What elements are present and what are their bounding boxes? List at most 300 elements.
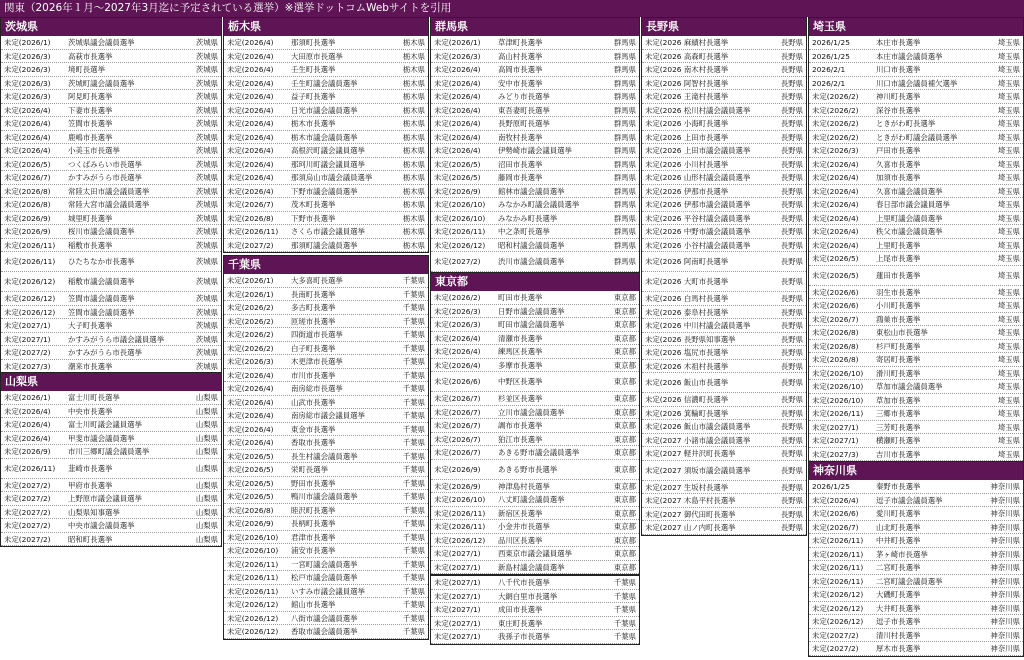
table-row xyxy=(809,575,1023,589)
table-row xyxy=(809,313,1023,327)
election-name xyxy=(728,393,775,406)
election-name: 逗子市長選挙 xyxy=(876,617,921,626)
election-name: 下野市議会議員選挙 xyxy=(291,186,358,196)
election-name: 二宮町議会議員選挙 xyxy=(876,576,943,586)
prefecture-name: 東京都 xyxy=(613,549,636,558)
election-name: 小金井市長選挙 xyxy=(498,522,550,531)
table-row xyxy=(224,212,428,226)
prefecture-name: 東京都 xyxy=(613,535,636,545)
table-row xyxy=(1,36,221,50)
table-row xyxy=(809,117,1023,131)
election-name: 清川村長選挙 xyxy=(876,630,921,640)
election-name: 木更津市長選挙 xyxy=(291,357,343,366)
election-status: 未定(2026/4) xyxy=(434,146,481,155)
election-name: 戸田市長選挙 xyxy=(876,146,921,155)
election-status: 未定(2026 塩尻市長選挙 xyxy=(645,348,729,357)
election-name xyxy=(728,272,775,291)
election-name: 鴨川市議会議員選挙 xyxy=(291,492,358,501)
table-row xyxy=(642,420,806,434)
prefecture-header: 埼玉県 xyxy=(809,18,1023,36)
election-status: 未定(2026/4) xyxy=(434,105,481,115)
prefecture-name: 千葉県 xyxy=(402,613,425,623)
election-name: 山武市長選挙 xyxy=(291,397,336,407)
table-row xyxy=(224,625,428,639)
table-row xyxy=(224,517,428,531)
table-row xyxy=(642,373,806,393)
election-status: 未定(2026/2) xyxy=(812,92,859,101)
election-name: 昭和村議会議員選挙 xyxy=(498,240,565,250)
election-name xyxy=(728,373,775,392)
table-row xyxy=(224,450,428,464)
prefecture-name: 長野県 xyxy=(780,408,803,418)
table-row xyxy=(642,461,806,481)
election-name: 上里町長選挙 xyxy=(876,240,921,250)
election-name: 下野市長選挙 xyxy=(291,213,336,223)
prefecture-header: 千葉県 xyxy=(224,256,428,274)
table-row xyxy=(224,504,428,518)
prefecture-name: 山梨県 xyxy=(195,447,218,456)
election-status: 未定(2026/4) xyxy=(434,333,481,343)
table-row xyxy=(431,561,639,575)
election-name: みどり市長選挙 xyxy=(498,92,550,101)
election-status: 未定(2026/4) xyxy=(227,438,274,447)
election-name: 中央市議会議員選挙 xyxy=(68,521,135,530)
table-row xyxy=(809,561,1023,575)
table-row xyxy=(642,393,806,407)
election-status: 未定(2026/6) xyxy=(434,377,481,386)
election-status: 未定(2026/4) xyxy=(4,119,51,128)
election-name: 中央市長選挙 xyxy=(68,406,113,416)
table-row xyxy=(431,185,639,199)
election-name xyxy=(750,144,775,157)
table-row xyxy=(1,360,221,374)
election-status: 未定(2026/5) xyxy=(227,465,274,474)
table-row xyxy=(809,521,1023,535)
election-name: 睦沢町長選挙 xyxy=(291,505,336,515)
prefecture-name: 長野県 xyxy=(780,186,803,196)
prefecture-name: 東京都 xyxy=(613,347,636,356)
table-row xyxy=(224,198,428,212)
election-name: 八千代市長選挙 xyxy=(498,578,550,587)
prefecture-name: 埼玉県 xyxy=(997,105,1020,115)
table-row xyxy=(224,50,428,64)
table-row xyxy=(224,90,428,104)
election-status: 未定(2026 平谷村議会議員選挙 xyxy=(645,213,751,223)
election-status: 未定(2026/10) xyxy=(812,382,864,391)
prefecture-name: 千葉県 xyxy=(402,384,425,393)
election-name: かすみがうら市長選挙 xyxy=(68,173,142,182)
prefecture-name: 神奈川県 xyxy=(990,509,1020,518)
election-name xyxy=(750,420,775,433)
prefecture-name: 東京都 xyxy=(613,320,636,329)
election-status: 未定(2026 小谷村議会議員選挙 xyxy=(645,240,751,250)
election-name: 市川三郷町議会議員選挙 xyxy=(68,447,150,456)
election-name: 山梨県知事選挙 xyxy=(68,507,120,517)
election-name xyxy=(736,494,775,507)
table-row xyxy=(431,392,639,406)
election-status: 未定(2026/4) xyxy=(812,159,859,169)
prefecture-name: 茨城県 xyxy=(195,78,218,88)
prefecture-name: 埼玉県 xyxy=(997,78,1020,88)
election-status: 未定(2026/8) xyxy=(227,505,274,515)
table-row xyxy=(642,407,806,421)
prefecture-name: 茨城県 xyxy=(195,38,218,47)
election-status: 未定(2027/1) xyxy=(4,321,51,330)
table-row xyxy=(431,359,639,373)
election-name: 笠間市議会議員選挙 xyxy=(68,307,135,317)
table-row xyxy=(1,506,221,520)
prefecture-name: 東京都 xyxy=(613,508,636,518)
election-name: 神川町長選挙 xyxy=(876,92,921,101)
table-row xyxy=(642,494,806,508)
table-row xyxy=(642,117,806,131)
prefecture-name: 長野県 xyxy=(780,449,803,458)
prefecture-name: 千葉県 xyxy=(402,600,425,609)
election-status: 未定(2026/4) xyxy=(4,146,51,155)
election-name: 那須町議会議員選挙 xyxy=(291,240,358,250)
prefecture-name: 茨城県 xyxy=(195,227,218,236)
table-row xyxy=(809,367,1023,381)
election-name: 八街市議会議員選挙 xyxy=(291,613,358,623)
election-name: 長野原町長選挙 xyxy=(498,119,550,128)
prefecture-name: 群馬県 xyxy=(613,240,636,250)
table-row xyxy=(224,274,428,288)
prefecture-name: 長野県 xyxy=(780,334,803,344)
prefecture-name: 千葉県 xyxy=(613,618,636,628)
election-status: 未定(2026/12) xyxy=(4,294,56,303)
prefecture-name: 茨城県 xyxy=(195,213,218,223)
table-row xyxy=(431,617,639,631)
table-row xyxy=(642,198,806,212)
prefecture-name: 群馬県 xyxy=(613,51,636,61)
election-status: 未定(2026/4) xyxy=(227,424,274,434)
election-status: 未定(2026/4) xyxy=(434,347,481,356)
table-row xyxy=(1,63,221,77)
table-row xyxy=(224,171,428,185)
table-row xyxy=(431,291,639,305)
prefecture-name: 千葉県 xyxy=(613,578,636,587)
prefecture-name: 神奈川県 xyxy=(990,576,1020,586)
prefecture-name: 群馬県 xyxy=(613,92,636,101)
election-name xyxy=(750,434,775,447)
election-name: 三郷市長選挙 xyxy=(876,409,921,418)
prefecture-name: 茨城県 xyxy=(195,92,218,101)
election-name: 杉並区長選挙 xyxy=(498,394,543,403)
election-name: 品川区長選挙 xyxy=(498,535,543,545)
election-name: 久喜市議会議員選挙 xyxy=(876,186,943,196)
prefecture-name: 長野県 xyxy=(780,465,803,475)
table-row xyxy=(431,144,639,158)
table-row xyxy=(642,185,806,199)
table-row xyxy=(809,212,1023,226)
prefecture-name: 千葉県 xyxy=(402,505,425,515)
table-row xyxy=(224,315,428,329)
election-name xyxy=(750,198,775,211)
election-name: 寄居町長選挙 xyxy=(876,355,921,364)
table-row xyxy=(224,131,428,145)
prefecture-name: 群馬県 xyxy=(613,78,636,88)
prefecture-name: 栃木県 xyxy=(402,200,425,209)
election-name: 笠間市長選挙 xyxy=(68,119,113,128)
election-name: 日野市議会議員選挙 xyxy=(498,306,565,316)
table-row xyxy=(809,252,1023,266)
election-status: 未定(2026/4) xyxy=(227,159,274,169)
election-status: 2026/1/25 xyxy=(812,51,850,61)
election-status: 未定(2026/4) xyxy=(4,406,51,416)
prefecture-name: 山梨県 xyxy=(195,507,218,517)
prefecture-name: 千葉県 xyxy=(402,370,425,380)
election-status: 未定(2026 伊那市議会議員選挙 xyxy=(645,200,751,209)
election-status: 未定(2026/4) xyxy=(4,132,51,142)
election-name: 東吾妻町長選挙 xyxy=(498,105,550,115)
prefecture-name: 千葉県 xyxy=(402,438,425,447)
table-row xyxy=(809,534,1023,548)
table-row xyxy=(809,394,1023,408)
table-row xyxy=(431,318,639,332)
prefecture-name: 埼玉県 xyxy=(997,449,1020,459)
election-name xyxy=(750,225,775,238)
election-status: 未定(2026/12) xyxy=(227,627,279,636)
election-name xyxy=(728,252,775,271)
prefecture-name: 埼玉県 xyxy=(997,254,1020,263)
prefecture-name: 長野県 xyxy=(780,378,803,387)
election-status: 未定(2026 長野県知事選挙 xyxy=(645,334,736,344)
prefecture-name: 長野県 xyxy=(780,395,803,404)
table-row xyxy=(431,590,639,604)
election-name: ときがわ町議会議員選挙 xyxy=(876,132,958,142)
prefecture-name: 長野県 xyxy=(780,361,803,371)
table-row xyxy=(809,225,1023,239)
table-row xyxy=(431,630,639,644)
election-status: 未定(2026/11) xyxy=(434,522,486,531)
table-row xyxy=(224,436,428,450)
prefecture-name: 埼玉県 xyxy=(997,341,1020,351)
election-status: 未定(2027/2) xyxy=(4,348,51,357)
election-status: 未定(2027 軽井沢町長選挙 xyxy=(645,449,736,458)
prefecture-name: 千葉県 xyxy=(402,478,425,488)
election-name xyxy=(728,292,775,305)
prefecture-name: 長野県 xyxy=(780,348,803,357)
election-status: 未定(2026/2) xyxy=(227,330,274,339)
prefecture-name: 群馬県 xyxy=(613,200,636,209)
table-row xyxy=(1,239,221,253)
prefecture-name: 栃木県 xyxy=(402,240,425,250)
election-name: 甲斐市議会議員選挙 xyxy=(68,433,135,443)
election-name: 下妻市長選挙 xyxy=(68,105,113,115)
prefecture-name: 栃木県 xyxy=(402,186,425,196)
prefecture-name: 神奈川県 xyxy=(990,590,1020,599)
election-status: 未定(2026/4) xyxy=(434,92,481,101)
election-status: 未定(2026/4) xyxy=(227,186,274,196)
election-name: 羽生市長選挙 xyxy=(876,287,921,297)
prefecture-name: 埼玉県 xyxy=(997,132,1020,142)
election-status: 未定(2027/1) xyxy=(434,591,481,601)
election-name xyxy=(736,333,775,346)
prefecture-name: 埼玉県 xyxy=(997,119,1020,128)
table-row xyxy=(809,448,1023,462)
prefecture-name: 茨城県 xyxy=(195,200,218,209)
election-status: 未定(2026/4) xyxy=(4,420,51,429)
prefecture-name: 神奈川県 xyxy=(990,482,1020,491)
table-row xyxy=(224,158,428,172)
table-row xyxy=(431,332,639,346)
election-name: みなかみ町長選挙 xyxy=(498,213,558,223)
election-name: 壬生町長選挙 xyxy=(291,65,336,74)
election-status: 未定(2027/1) xyxy=(812,422,859,432)
prefecture-name: 山梨県 xyxy=(195,406,218,416)
election-name: 境町長選挙 xyxy=(68,65,105,74)
election-status: 未定(2026/5) xyxy=(227,478,274,488)
election-name: 桜川市議会議員選挙 xyxy=(68,227,135,236)
election-name: 茅ヶ崎市長選挙 xyxy=(876,549,928,559)
prefecture-name: 東京都 xyxy=(613,377,636,386)
election-status: 未定(2027/1) xyxy=(434,605,481,614)
election-name xyxy=(728,360,775,373)
prefecture-name: 千葉県 xyxy=(402,559,425,569)
prefecture-name: 千葉県 xyxy=(402,492,425,501)
election-status: 未定(2026/4) xyxy=(227,411,274,420)
prefecture-name: 埼玉県 xyxy=(997,146,1020,155)
election-status: 未定(2026/6) xyxy=(812,509,859,518)
prefecture-name: 長野県 xyxy=(780,38,803,47)
table-row xyxy=(224,558,428,572)
election-name: 伊勢崎市議会議員選挙 xyxy=(498,146,572,155)
election-name: 町田市議会議員選挙 xyxy=(498,320,565,329)
election-status: 未定(2027/1) xyxy=(434,549,481,558)
table-row xyxy=(809,144,1023,158)
prefecture-name: 山梨県 xyxy=(195,433,218,443)
table-row xyxy=(431,171,639,185)
prefecture-name: 長野県 xyxy=(780,146,803,155)
prefecture-name: 千葉県 xyxy=(402,303,425,312)
table-row xyxy=(809,421,1023,435)
election-status: 未定(2026/12) xyxy=(812,590,864,599)
election-status: 未定(2026/3) xyxy=(4,78,51,88)
table-row xyxy=(809,340,1023,354)
table-row xyxy=(809,480,1023,494)
prefecture-header: 長野県 xyxy=(642,18,806,36)
election-name: 四街道市長選挙 xyxy=(291,330,343,339)
prefecture-name: 群馬県 xyxy=(613,119,636,128)
election-status: 未定(2026 高森町長選挙 xyxy=(645,51,729,61)
election-status: 未定(2026/4) xyxy=(227,92,274,101)
election-name: 鴻巣市長選挙 xyxy=(876,314,921,324)
election-status: 未定(2026/3) xyxy=(434,306,481,316)
election-status: 未定(2026/5) xyxy=(4,159,51,169)
prefecture-name: 茨城県 xyxy=(195,105,218,115)
table-row xyxy=(809,494,1023,508)
prefecture-name: 神奈川県 xyxy=(990,617,1020,626)
prefecture-name: 長野県 xyxy=(780,509,803,519)
table-row xyxy=(1,144,221,158)
election-name xyxy=(728,77,775,90)
table-row xyxy=(642,63,806,77)
table-row xyxy=(431,446,639,460)
table-row xyxy=(809,63,1023,77)
election-status: 未定(2026/3) xyxy=(4,65,51,74)
prefecture-name: 埼玉県 xyxy=(997,65,1020,74)
prefecture-name: 栃木県 xyxy=(402,65,425,74)
election-status: 未定(2026/4) xyxy=(227,78,274,88)
table-row xyxy=(809,158,1023,172)
prefecture-name: 千葉県 xyxy=(613,591,636,601)
prefecture-header: 神奈川県 xyxy=(809,462,1023,480)
election-name: 那珂川町議会議員選挙 xyxy=(291,159,365,169)
table-row xyxy=(431,252,639,272)
prefecture-name: 東京都 xyxy=(613,306,636,316)
election-name: 高根沢町議会議員選挙 xyxy=(291,146,365,155)
prefecture-name: 埼玉県 xyxy=(997,38,1020,47)
prefecture-name: 山梨県 xyxy=(195,534,218,544)
prefecture-name: 千葉県 xyxy=(402,586,425,596)
election-name: 栃木市長選挙 xyxy=(291,119,336,128)
table-row xyxy=(431,493,639,507)
prefecture-name: 埼玉県 xyxy=(997,240,1020,250)
election-name: 三芳町長選挙 xyxy=(876,422,921,432)
election-name: 大田原市長選挙 xyxy=(291,51,343,61)
prefecture-name: 栃木県 xyxy=(402,78,425,88)
election-name: 野田市長選挙 xyxy=(291,478,336,488)
election-name xyxy=(728,90,775,103)
table-row xyxy=(1,185,221,199)
election-status: 未定(2027/2) xyxy=(4,507,51,517)
table-row xyxy=(431,576,639,590)
election-status: 未定(2026/5) xyxy=(227,492,274,501)
election-status: 未定(2026/2) xyxy=(227,316,274,326)
prefecture-name: 神奈川県 xyxy=(990,603,1020,613)
election-status: 未定(2026 信濃町長選挙 xyxy=(645,395,729,404)
election-status: 未定(2026/9) xyxy=(227,519,274,528)
election-status: 2026/2/1 xyxy=(812,78,846,88)
election-name: かすみがうら市議会議員選挙 xyxy=(68,334,165,344)
prefecture-name: 埼玉県 xyxy=(997,200,1020,209)
election-status: 未定(2026/4) xyxy=(812,200,859,209)
election-status: 未定(2026/10) xyxy=(812,368,864,378)
table-row xyxy=(431,534,639,548)
prefecture-name: 埼玉県 xyxy=(997,382,1020,391)
table-row xyxy=(431,90,639,104)
election-status: 未定(2026 大町市長選挙 xyxy=(645,277,729,286)
election-name: 杉戸町長選挙 xyxy=(876,341,921,351)
prefecture-name: 千葉県 xyxy=(402,411,425,420)
election-status: 未定(2026 南木村長選挙 xyxy=(645,65,729,74)
prefecture-name: 埼玉県 xyxy=(997,301,1020,310)
prefecture-name: 埼玉県 xyxy=(997,51,1020,61)
election-name xyxy=(728,481,775,494)
prefecture-name: 千葉県 xyxy=(613,605,636,614)
election-status: 未定(2026 麻績村長選挙 xyxy=(645,38,729,47)
prefecture-name: 東京都 xyxy=(613,333,636,343)
election-name: 東庄町長選挙 xyxy=(498,618,543,628)
election-status: 未定(2026/11) xyxy=(4,257,56,266)
election-status: 未定(2026/4) xyxy=(434,65,481,74)
table-row xyxy=(642,346,806,360)
election-name: 上野原市議会議員選挙 xyxy=(68,494,142,503)
election-name: 久喜市長選挙 xyxy=(876,159,921,169)
election-status: 未定(2026/9) xyxy=(4,447,51,456)
election-name: 成田市長選挙 xyxy=(498,605,543,614)
election-name: 茨城町議会議員選挙 xyxy=(68,78,135,88)
table-row xyxy=(809,629,1023,643)
table-row xyxy=(224,423,428,437)
election-name xyxy=(736,521,775,534)
election-name: 長南町長選挙 xyxy=(291,289,336,299)
prefecture-block xyxy=(430,575,640,645)
election-name: 益子町長選挙 xyxy=(291,92,336,101)
table-row xyxy=(1,306,221,320)
election-status: 未定(2026/12) xyxy=(4,307,56,317)
election-name: あきる野市長選挙 xyxy=(498,464,558,474)
